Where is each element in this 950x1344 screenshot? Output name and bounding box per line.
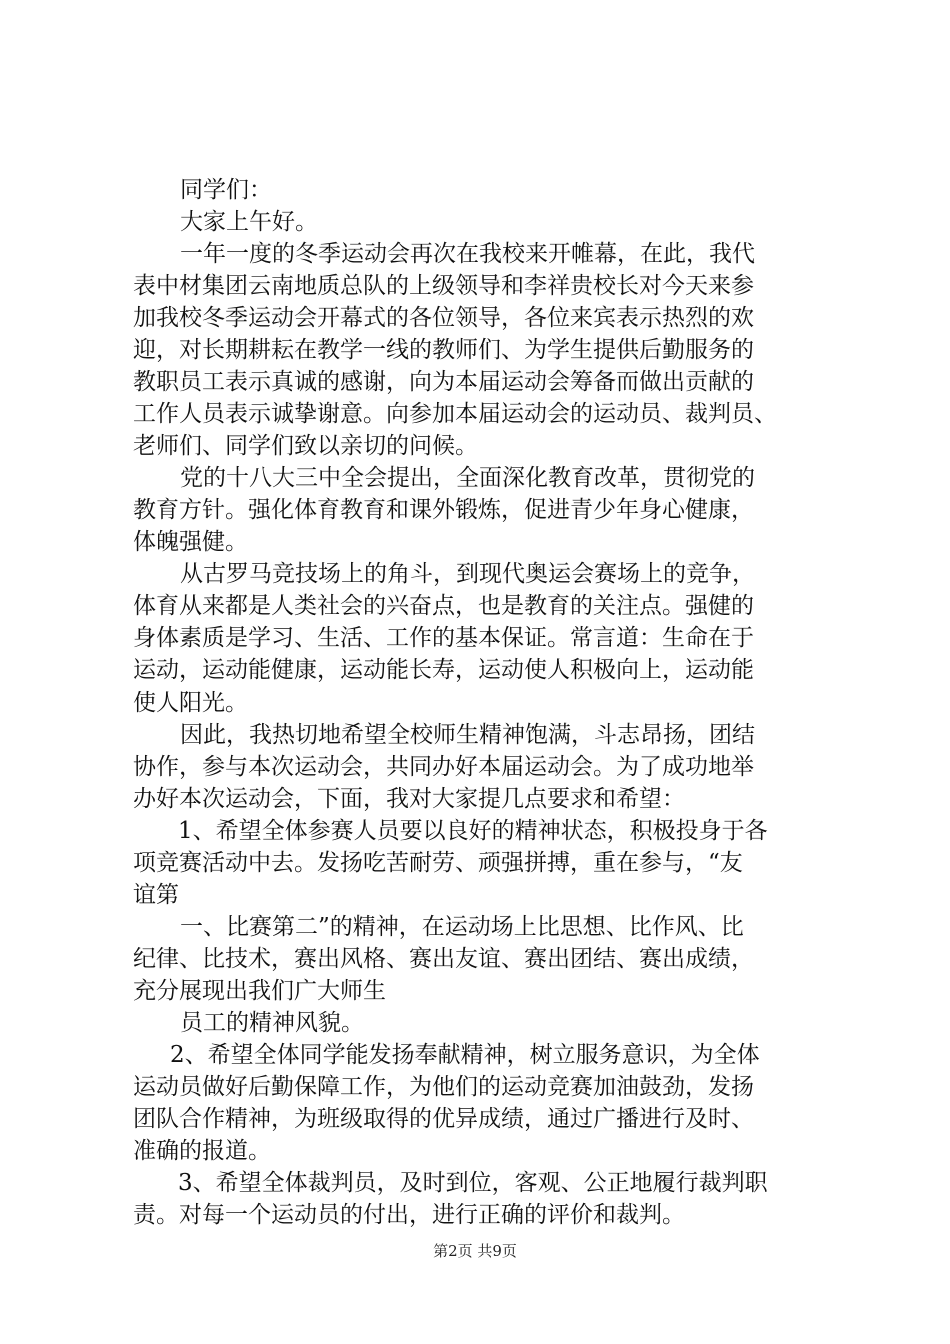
list-item-line: 准确的报道。	[133, 1138, 271, 1164]
paragraph-line: 从古罗马竞技场上的角斗，到现代奥运会赛场上的竞争，	[180, 561, 755, 587]
paragraph-line: 使人阳光。	[133, 690, 248, 716]
paragraph-line: 老师们、同学们致以亲切的问候。	[133, 433, 478, 459]
list-item-line: 责。对每一个运动员的付出，进行正确的评价和裁判。	[133, 1202, 685, 1228]
list-item-line: 谊第	[133, 882, 179, 908]
paragraph-line: 身体素质是学习、生活、工作的基本保证。常言道：生命在于	[133, 625, 754, 651]
paragraph-line: 工作人员表示诚挚谢意。向参加本届运动会的运动员、裁判员、	[133, 401, 777, 427]
paragraph-line: 教育方针。强化体育教育和课外锻炼，促进青少年身心健康，	[133, 497, 754, 523]
list-item-line: 项竞赛活动中去。发扬吃苦耐劳、顽强拼搏，重在参与，“友	[133, 850, 743, 876]
paragraph-line: 办好本次运动会，下面，我对大家提几点要求和希望：	[133, 786, 685, 812]
paragraph-line: 协作，参与本次运动会，共同办好本届运动会。为了成功地举	[133, 754, 754, 780]
list-item-line: 员工的精神风貌。	[180, 1010, 364, 1036]
list-item-line: 一、比赛第二”的精神，在运动场上比思想、比作风、比	[180, 914, 744, 940]
list-item-line: 团队合作精神，为班级取得的优异成绩，通过广播进行及时、	[133, 1106, 754, 1132]
paragraph-line: 运动，运动能健康，运动能长寿，运动使人积极向上，运动能	[133, 657, 754, 683]
paragraph-line: 党的十八大三中全会提出，全面深化教育改革，贯彻党的	[180, 465, 755, 491]
paragraph-line: 教职员工表示真诚的感谢，向为本届运动会筹备而做出贡献的	[133, 369, 754, 395]
paragraph-line: 迎，对长期耕耘在教学一线的教师们、为学生提供后勤服务的	[133, 337, 754, 363]
list-item-line: 充分展现出我们广大师生	[133, 978, 386, 1004]
list-item-line: 运动员做好后勤保障工作，为他们的运动竞赛加油鼓劲，发扬	[133, 1074, 754, 1100]
paragraph-line: 加我校冬季运动会开幕式的各位领导，各位来宾表示热烈的欢	[133, 305, 754, 331]
paragraph-line: 体育从来都是人类社会的兴奋点，也是教育的关注点。强健的	[133, 593, 754, 619]
list-item-line: 3、希望全体裁判员，及时到位，客观、公正地履行裁判职	[178, 1170, 768, 1196]
page-number: 第2页 共9页	[433, 1242, 517, 1260]
paragraph-line: 体魄强健。	[133, 529, 248, 555]
greeting: 大家上午好。	[180, 209, 318, 235]
paragraph-line: 一年一度的冬季运动会再次在我校来开帷幕，在此，我代	[180, 241, 755, 267]
list-item-line: 纪律、比技术，赛出风格、赛出友谊、赛出团结、赛出成绩，	[133, 946, 754, 972]
paragraph-line: 表中材集团云南地质总队的上级领导和李祥贵校长对今天来参	[133, 273, 754, 299]
paragraph-line: 因此，我热切地希望全校师生精神饱满，斗志昂扬，团结	[180, 722, 755, 748]
list-item-line: 2、希望全体同学能发扬奉献精神，树立服务意识，为全体	[170, 1042, 760, 1068]
list-item-line: 1、希望全体参赛人员要以良好的精神状态，积极投身于各	[178, 818, 768, 844]
salutation: 同学们：	[180, 177, 272, 203]
